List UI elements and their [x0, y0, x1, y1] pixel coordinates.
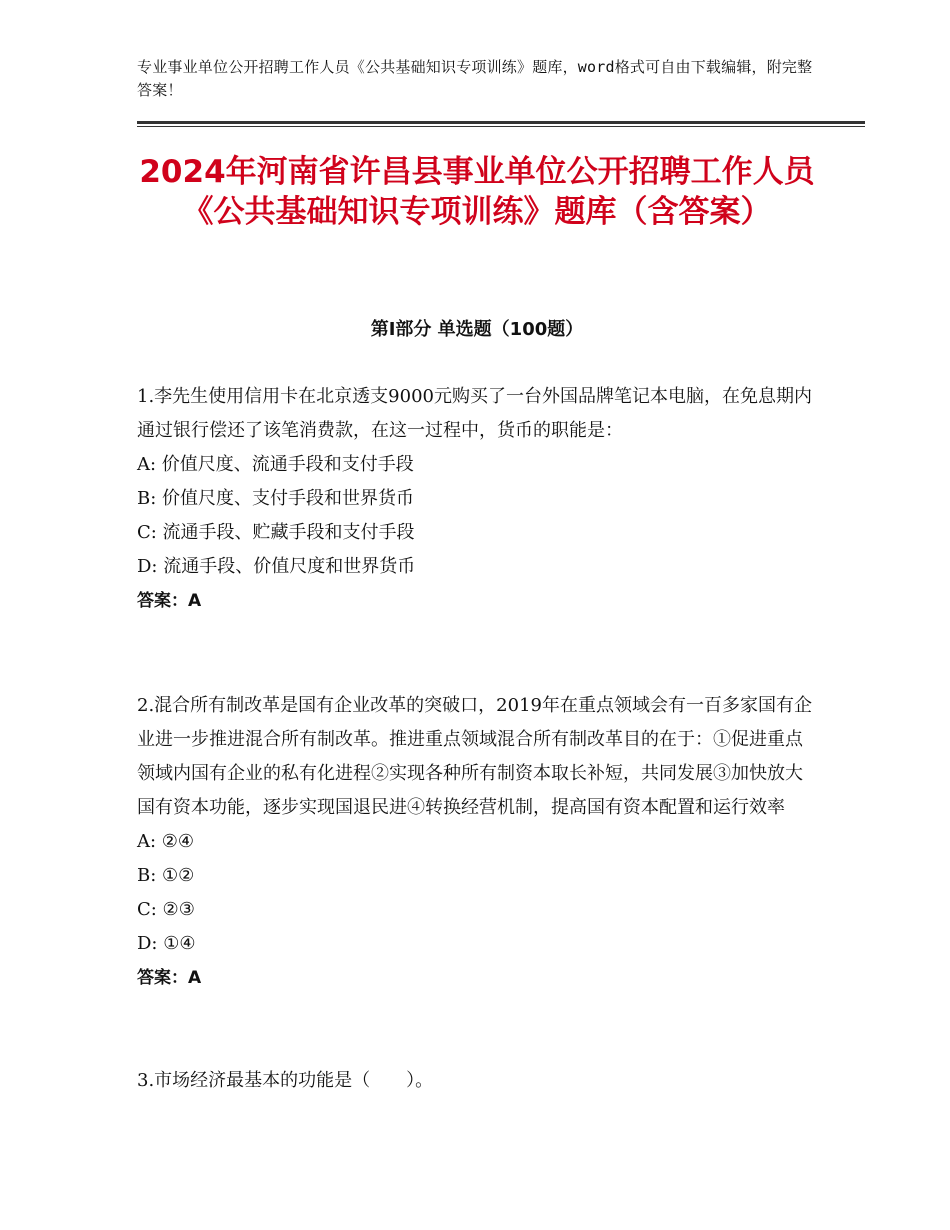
answer-label: 答案：A: [137, 591, 202, 611]
document-title: 2024年河南省许昌县事业单位公开招聘工作人员《公共基础知识专项训练》题库（含答案）: [139, 154, 815, 230]
answer-label: 答案：A: [137, 968, 202, 988]
question-stem: 1.李先生使用信用卡在北京透支9000元购买了一台外国品牌笔记本电脑，在免息期内通过银行偿还了该笔消费款，在这一过程中，货币的职能是：: [137, 386, 812, 441]
option-b: B: 价值尺度、支付手段和世界货币: [137, 488, 415, 509]
option-a: A: 价值尺度、流通手段和支付手段: [137, 454, 414, 475]
section-title: 第Ⅰ部分 单选题（100题）: [370, 319, 584, 340]
header-note: 专业事业单位公开招聘工作人员《公共基础知识专项训练》题库，word格式可自由下载编辑，附完整答案！: [137, 58, 813, 99]
question-1: [137, 380, 817, 618]
question-2: [137, 689, 817, 995]
option-c: C: ②③: [137, 899, 195, 920]
option-b: B: ①②: [137, 865, 195, 886]
question-stem: 3.市场经济最基本的功能是（ ）。: [137, 1070, 434, 1091]
option-a: A: ②④: [137, 831, 195, 852]
option-d: D: 流通手段、价值尺度和世界货币: [137, 556, 416, 577]
header-divider: [137, 121, 865, 127]
option-d: D: ①④: [137, 933, 196, 954]
question-3: [137, 1064, 817, 1098]
option-c: C: 流通手段、贮藏手段和支付手段: [137, 522, 415, 543]
question-stem: 2.混合所有制改革是国有企业改革的突破口，2019年在重点领域会有一百多家国有企业进一步推进混合所有制改革。推进重点领域混合所有制改革目的在于：①促进重点领域内国有企业的私有化进程②实现各种所有制资本取长补短，共同发展③加快放大国有资本功能，逐步实现国退民进④转换经营机制，提高国有资本配置和运行效率: [137, 695, 812, 818]
